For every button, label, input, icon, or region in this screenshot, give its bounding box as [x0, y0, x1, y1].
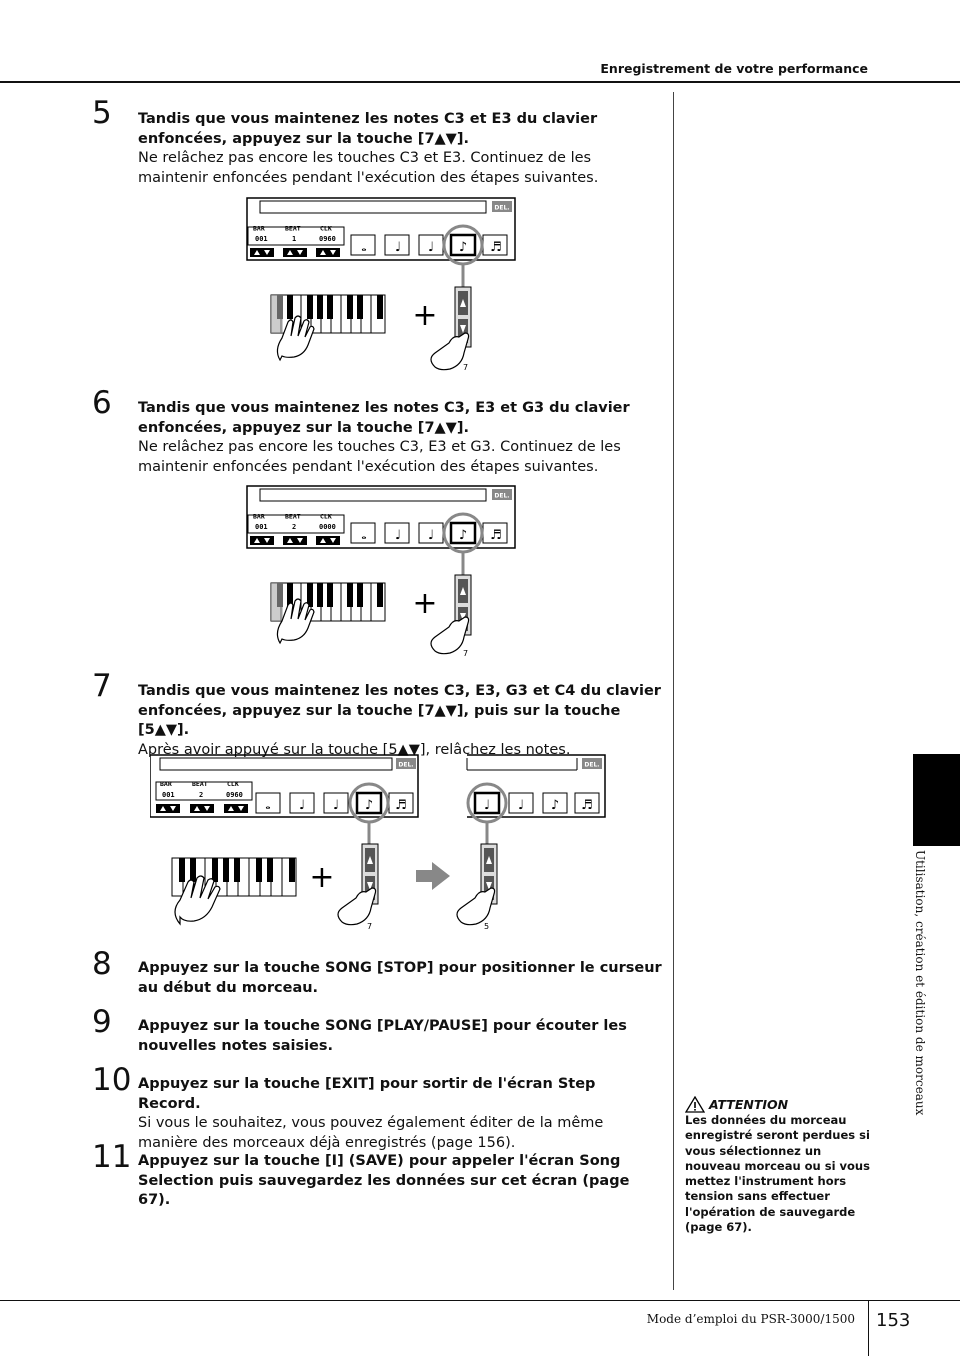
footer-rule: [0, 1300, 960, 1301]
page-number: 153: [876, 1310, 911, 1331]
attention-body: Les données du morceau enregistré seront perdues si vous sélectionnez un nouveau morceau ou si vous mettez l'instrument hors tension sans effectuer l'opération de sauvegarde (page 67).: [685, 1113, 870, 1235]
beat-label: BEAT: [285, 512, 301, 521]
step-number: 11: [92, 1139, 132, 1175]
step-description: Ne relâchez pas encore les touches C3 et E3. Continuez de les maintenir enfoncées pendant l'exécution des étapes suivantes.: [138, 150, 599, 186]
note-icon: 𝅝: [361, 528, 367, 543]
step-title: Tandis que vous maintenez les notes C3, E3 et G3 du clavier enfoncées, appuyez sur la touche [7▲▼].: [138, 400, 630, 436]
note-icon: 𝅝: [265, 798, 271, 813]
bar-label: BAR: [253, 224, 265, 233]
note-icon: ♬: [395, 798, 407, 813]
bar-value: 001: [162, 791, 175, 799]
clk-label: CLK: [320, 224, 332, 233]
button-number-5: 5: [484, 922, 490, 931]
button-number-7: 7: [463, 363, 469, 372]
step-7: [138, 682, 663, 760]
del-label: DEL.: [494, 492, 510, 500]
bar-label: BAR: [253, 512, 265, 521]
step-number: 5: [92, 95, 112, 131]
step-number: 9: [92, 1004, 112, 1040]
clk-label: CLK: [320, 512, 332, 521]
step-6-figure: [240, 483, 530, 663]
step-number: 7: [92, 668, 112, 704]
step-9: [138, 1017, 663, 1056]
arrow-right-icon: [416, 862, 450, 890]
finger-press-icon: [338, 888, 376, 925]
clk-label: CLK: [227, 780, 239, 788]
button-number-7: 7: [463, 649, 469, 658]
plus-icon: +: [309, 860, 335, 895]
note-icon: 𝅝: [361, 240, 367, 255]
finger-press-icon: [457, 888, 495, 925]
step-5: [138, 110, 663, 188]
beat-value: 2: [199, 791, 204, 799]
step-title: Appuyez sur la touche [I] (SAVE) pour appeler l'écran Song Selection puis sauvegardez les données sur cet écran (page 67).: [138, 1153, 630, 1208]
clk-value: 0960: [226, 791, 243, 799]
bar-label: BAR: [160, 780, 172, 788]
warning-icon: [685, 1096, 705, 1113]
note-icon: ♪: [364, 798, 374, 813]
note-icon: ♩: [517, 798, 525, 813]
beat-label: BEAT: [285, 224, 301, 233]
beat-value: 2: [292, 523, 297, 531]
button-number-7: 7: [367, 922, 373, 931]
note-icon: ♩: [394, 240, 402, 255]
del-label: DEL.: [398, 761, 414, 769]
note-icon: ♬: [490, 240, 502, 255]
manual-title: Mode d’emploi du PSR-3000/1500: [646, 1312, 855, 1326]
note-icon: ♩: [427, 240, 435, 255]
chapter-tab-label: Utilisation, création et édition de morceaux: [913, 850, 927, 1116]
step-10: [138, 1075, 663, 1153]
step-title: Tandis que vous maintenez les notes C3 et E3 du clavier enfoncées, appuyez sur la touche [7▲▼].: [138, 111, 598, 147]
step-8: [138, 959, 663, 998]
step-11: [138, 1152, 663, 1211]
step-title: Tandis que vous maintenez les notes C3, E3, G3 et C4 du clavier enfoncées, appuyez sur la touche [7▲▼], puis sur la touche [5▲▼].: [138, 683, 661, 738]
attention-title: ATTENTION: [709, 1096, 789, 1112]
plus-icon: +: [412, 298, 438, 333]
note-icon: ♬: [581, 798, 593, 813]
section-title: Enregistrement de votre performance: [600, 61, 868, 76]
note-icon: ♬: [490, 528, 502, 543]
step-5-figure: [240, 195, 530, 385]
bar-value: 001: [255, 523, 268, 531]
del-label: DEL.: [584, 761, 600, 769]
note-icon: ♩: [298, 798, 306, 813]
step-title: Appuyez sur la touche SONG [PLAY/PAUSE] pour écouter les nouvelles notes saisies.: [138, 1018, 627, 1054]
del-label: DEL.: [494, 204, 510, 212]
clk-value: 0000: [319, 523, 336, 531]
note-icon: ♪: [458, 240, 468, 255]
step-number: 10: [92, 1062, 132, 1098]
step-6: [138, 399, 663, 477]
bar-value: 001: [255, 235, 268, 243]
lcd-screen: [247, 486, 515, 575]
beat-label: BEAT: [192, 780, 208, 788]
step-7-figure: [150, 752, 620, 942]
keyboard-illustration: [271, 295, 385, 360]
lcd-screen-left: [150, 755, 418, 844]
column-divider: [673, 92, 674, 1290]
note-icon: ♩: [332, 798, 340, 813]
step-description: Ne relâchez pas encore les touches C3, E3 et G3. Continuez de les maintenir enfoncées pendant l'exécution des étapes suivantes.: [138, 439, 621, 475]
note-icon: ♪: [550, 798, 560, 813]
step-number: 6: [92, 385, 112, 421]
step-title: Appuyez sur la touche SONG [STOP] pour positionner le curseur au début du morceau.: [138, 960, 662, 996]
lcd-screen: [247, 198, 515, 287]
note-icon: ♩: [394, 528, 402, 543]
footer-divider: [868, 1300, 869, 1356]
note-icon: ♩: [483, 798, 491, 813]
note-icon: ♪: [458, 528, 468, 543]
step-description: Si vous le souhaitez, vous pouvez également éditer de la même manière des morceaux déjà enregistrés (page 156).: [138, 1115, 604, 1151]
keyboard-illustration: [172, 858, 296, 924]
keyboard-illustration: [271, 583, 385, 643]
note-icon: ♩: [427, 528, 435, 543]
beat-value: 1: [292, 235, 297, 243]
step-number: 8: [92, 946, 112, 982]
step-title: Appuyez sur la touche [EXIT] pour sortir de l'écran Step Record.: [138, 1076, 596, 1112]
panel-button-7: [338, 844, 378, 931]
clk-value: 0960: [319, 235, 336, 243]
panel-button-5: [457, 844, 497, 931]
attention-box: [685, 1096, 875, 1235]
step-description: Après avoir appuyé sur la touche [5▲▼], relâchez les notes.: [138, 741, 571, 758]
chapter-tab: [913, 754, 960, 846]
header-rule: [0, 81, 960, 83]
lcd-screen-right: [467, 755, 605, 844]
plus-icon: +: [412, 586, 438, 621]
